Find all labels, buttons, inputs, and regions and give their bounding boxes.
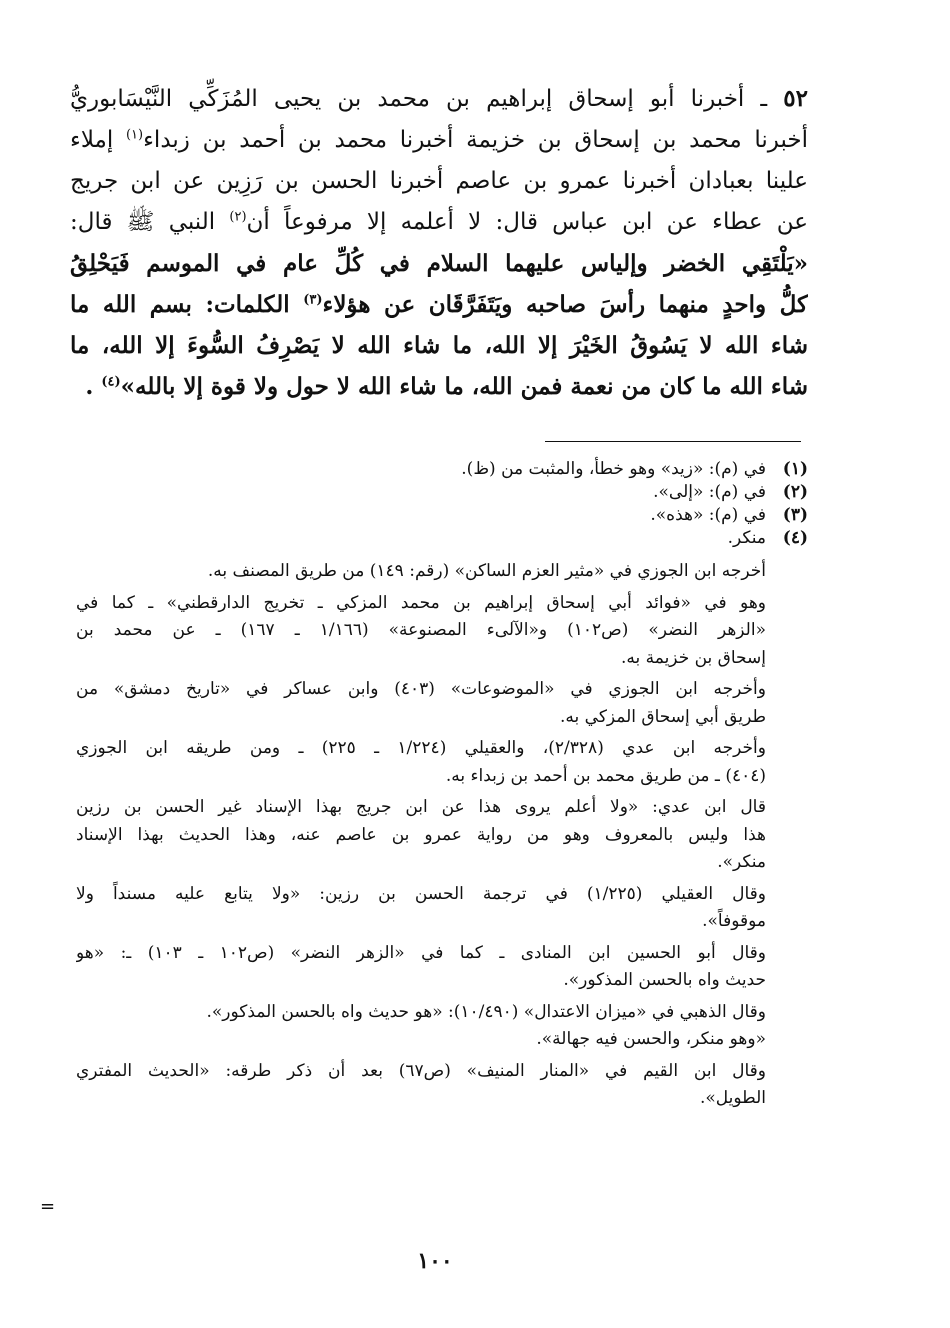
hadith-number: ٥٢ — [783, 85, 808, 112]
footnote-number: (١) — [782, 459, 808, 479]
hadith-line-3: شاء الله لا يَسُوقُ الخَيْرَ إلا الله، ما شاء الله لا يَصْرِفُ السُّوءَ إلا الله، ما — [70, 332, 808, 359]
detail-line: منكر». — [717, 852, 766, 872]
footnote-ref-4: (٤) — [101, 374, 121, 390]
footnote-1 — [70, 458, 808, 481]
footnote-text: منكر. — [727, 528, 766, 548]
main-line-2: أخبرنا محمد بن إسحاق بن خزيمة أخبرنا محمد بن أحمد بن زبداء$^{(١)}$ إملاء — [70, 127, 808, 153]
continuation-mark: = — [40, 1196, 56, 1217]
detail-line: طريق أبي إسحاق المزكي به. — [560, 706, 766, 727]
detail-line: إسحاق بن خزيمة به. — [620, 647, 766, 668]
detail-line: وقال الذهبي في «ميزان الاعتدال» (١٠/٤٩٠): «هو حديث واه بالحسن المذكور». — [206, 1001, 766, 1022]
footnote-ref-3: (٣) — [303, 292, 323, 308]
main-line-4: عن عطاء عن ابن عباس قال: لا أعلمه إلا مرفوعاً أن$^{(٢)}$ النبي ﷺ قال: — [70, 209, 808, 235]
detail-paragraph-1 — [76, 558, 766, 586]
hadith-line-2: كلُّ واحدٍ منهما رأسَ صاحبه ويَتَفَرَّقَان عن هؤلاء$^{(٣)}$ الكلمات: بسم الله ما — [70, 291, 808, 318]
detail-line: حديث واه بالحسن المذكور». — [563, 970, 766, 990]
footnotes — [70, 458, 808, 1117]
detail-line: قال ابن عدي: «ولا أعلم يروى هذا عن ابن جريج بهذا الإسناد غير الحسن بن رزين — [76, 797, 766, 817]
detail-line: أخرجه ابن الجوزي في «مثير العزم الساكن» (رقم: ١٤٩) من طريق المصنف به. — [207, 561, 766, 581]
footnote-2 — [70, 481, 808, 504]
detail-line: «الزهر النضر» (ص١٠٢) و«الآلىء المصنوعة» (١/١٦٦ ـ ١٦٧) ـ عن محمد بن — [76, 620, 766, 640]
detail-paragraph-3 — [76, 676, 766, 731]
detail-line: وقال ابن القيم في «المنار المنيف» (ص٦٧) بعد أن ذكر طرقه: «الحديث المفتري — [76, 1060, 766, 1081]
footnote-4 — [70, 527, 808, 550]
footnote-number: (٤) — [782, 528, 808, 548]
footnote-text: في (م): «زيد» وهو خطأ، والمثبت من (ظ). — [461, 459, 766, 479]
footnote-3 — [70, 504, 808, 527]
footnote-number: (٣) — [782, 505, 808, 525]
hadith-line-4: شاء الله ما كان من نعمة فمن الله، ما شاء الله لا حول ولا قوة إلا بالله»$^{(٤)}$ . — [85, 373, 808, 400]
detail-paragraph-7 — [76, 940, 766, 995]
footnote-separator — [545, 441, 801, 442]
footnote-text: في (م): «إلى». — [653, 482, 766, 502]
footnote-4-details — [76, 558, 766, 1113]
detail-line: الطويل». — [699, 1088, 766, 1108]
detail-paragraph-9 — [76, 1058, 766, 1113]
detail-paragraph-2 — [76, 590, 766, 673]
footnote-text: في (م): «هذه». — [650, 505, 766, 525]
main-text — [70, 78, 808, 407]
detail-line: وهو في «فوائد أبي إسحاق إبراهيم بن محمد المزكي ـ تخريج الدارقطني» ـ كما في — [76, 592, 766, 613]
detail-line: وأخرجه ابن عدي (٢/٣٢٨)، والعقيلي (١/٢٢٤ ـ ٢٢٥) ـ ومن طريقه ابن الجوزي — [76, 738, 766, 758]
main-line-3: علينا بعبادان أخبرنا عمرو بن عاصم أخبرنا الحسن بن رَزِين عن ابن جريج — [70, 168, 808, 194]
detail-paragraph-4 — [76, 735, 766, 790]
page-number: ١٠٠ — [417, 1248, 453, 1274]
detail-paragraph-6 — [76, 881, 766, 936]
main-line-1: ٥٢ ـ أخبرنا أبو إسحاق إبراهيم بن محمد بن يحيى المُزَكِّي النَّيْسَابوريُّ — [70, 85, 808, 112]
hadith-line-1: «يَلْتَقِي الخضر وإلياس عليهما السلام في كُلِّ عام في الموسم فَيَحْلِقُ — [70, 250, 808, 277]
footnote-number: (٢) — [782, 482, 808, 502]
detail-line: وقال العقيلي (١/٢٢٥) في ترجمة الحسن بن رزين: «ولا يتابع عليه مسنداً ولا — [76, 883, 766, 904]
detail-line: وقال أبو الحسين ابن المنادى ـ كما في «الزهر النضر» (ص١٠٢ ـ ١٠٣) ـ: «هو — [76, 942, 766, 963]
footnote-ref-2: (٢) — [229, 209, 247, 225]
detail-line: (٤٠٤) ـ من طريق محمد بن أحمد بن زبداء به. — [445, 765, 766, 786]
detail-paragraph-8 — [76, 999, 766, 1054]
footnote-ref-1: (١) — [125, 127, 144, 143]
detail-line: «وهو منكر، والحسن فيه جهالة». — [536, 1029, 766, 1049]
hadith-text — [70, 243, 808, 407]
detail-line: موقوفاً». — [702, 911, 766, 931]
detail-line: هذا وليس بالمعروف وهو من رواية عمرو بن عاصم عنه، وهذا الحديث بهذا الإسناد — [76, 824, 766, 845]
detail-line: وأخرجه ابن الجوزي في «الموضوعات» (٤٠٣) وابن عساكر في «تاريخ دمشق» من — [76, 679, 766, 699]
detail-paragraph-5 — [76, 794, 766, 877]
